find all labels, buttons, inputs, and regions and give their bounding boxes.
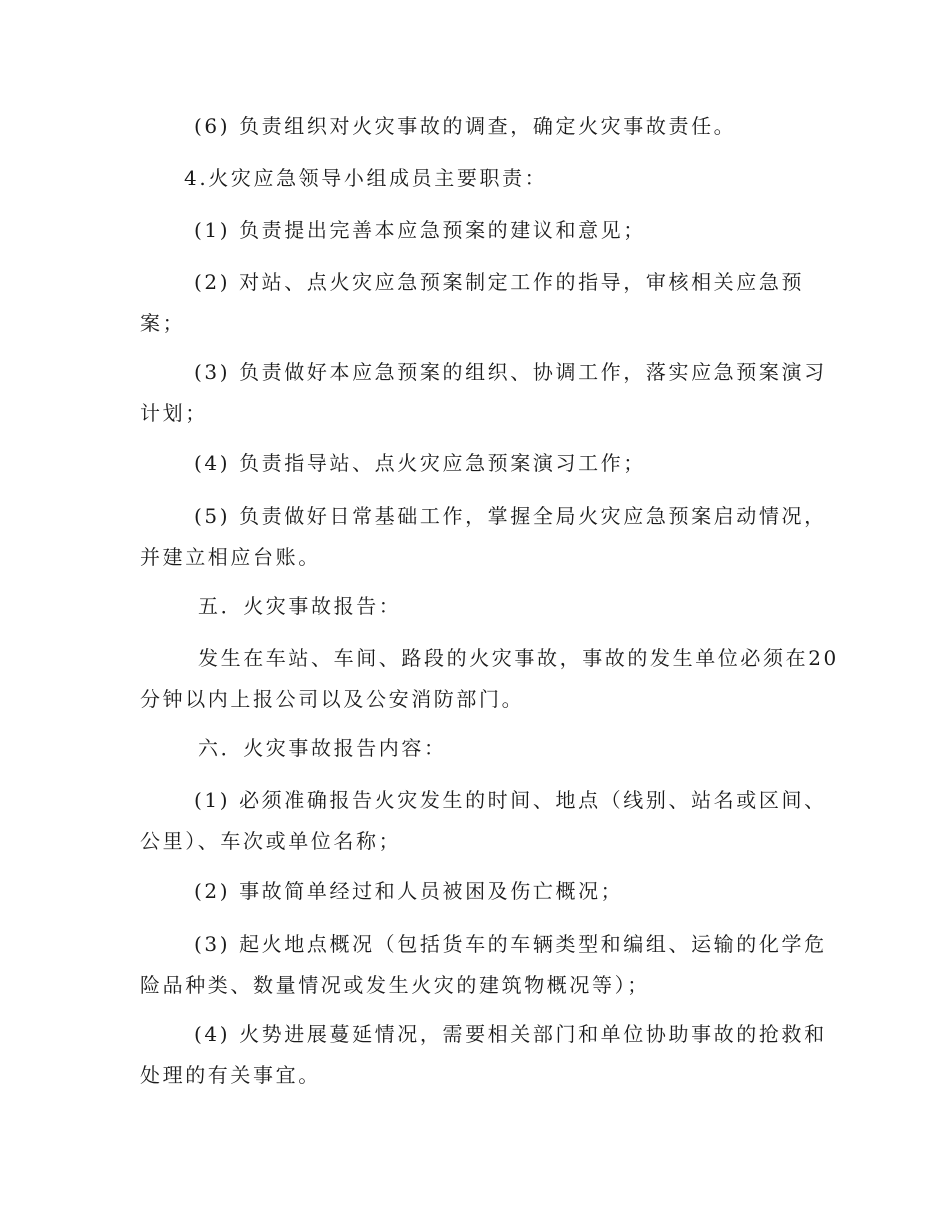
paragraph-line: (4) 负责指导站、点火灾应急预案演习工作； — [194, 451, 646, 475]
paragraph-line: (4) 火势进展蔓延情况，需要相关部门和单位协助事故的抢救和 — [194, 1022, 827, 1046]
paragraph-line: 计划； — [140, 401, 208, 425]
paragraph-line: (3) 负责做好本应急预案的组织、协调工作，落实应急预案演习 — [194, 360, 827, 384]
paragraph-line: (5) 负责做好日常基础工作，掌握全局火灾应急预案启动情况， — [194, 504, 827, 528]
paragraph-line: (1) 必须准确报告火灾发生的时间、地点（线别、站名或区间、 — [194, 788, 827, 812]
member-duty-3-paragraph — [140, 352, 827, 434]
paragraph-line: 分钟以内上报公司以及公安消防部门。 — [140, 687, 525, 711]
report-item-4-paragraph — [140, 1014, 827, 1096]
paragraph-line: (3) 起火地点概况（包括货车的车辆类型和编组、运输的化学危 — [194, 932, 827, 956]
paragraph-line: 处理的有关事宜。 — [140, 1063, 321, 1087]
paragraph-line: 五．火灾事故报告： — [198, 594, 402, 618]
paragraph-line: (2) 对站、点火灾应急预案制定工作的指导，审核相关应急预 — [194, 270, 805, 294]
duty-6-paragraph — [140, 106, 810, 147]
paragraph-line: 发生在车站、车间、路段的火灾事故，事故的发生单位必须在20 — [198, 646, 839, 670]
section-6-heading — [140, 728, 810, 769]
paragraph-line: 六．火灾事故报告内容： — [198, 736, 447, 760]
paragraph-line: 案； — [140, 311, 186, 335]
member-duty-5-paragraph — [140, 496, 827, 578]
paragraph-line: (2) 事故简单经过和人员被困及伤亡概况； — [194, 879, 624, 903]
report-item-1-paragraph — [140, 780, 827, 862]
report-item-2-paragraph — [140, 871, 810, 912]
member-duty-2-paragraph — [140, 262, 810, 344]
member-duty-1-paragraph — [140, 210, 810, 251]
paragraph-line: 并建立相应台账。 — [140, 545, 321, 569]
paragraph-line: 4.火灾应急领导小组成员主要职责： — [184, 166, 548, 190]
member-duty-4-paragraph — [140, 443, 810, 484]
report-item-3-paragraph — [140, 924, 827, 1006]
paragraph-line: (6) 负责组织对火灾事故的调查，确定火灾事故责任。 — [194, 114, 737, 138]
section-5-heading — [140, 586, 810, 627]
section-5-body-paragraph — [140, 638, 839, 720]
paragraph-line: 公里）、车次或单位名称； — [140, 829, 402, 853]
section-4-heading — [140, 158, 810, 199]
paragraph-line: (1) 负责提出完善本应急预案的建议和意见； — [194, 218, 646, 242]
paragraph-line: 险品种类、数量情况或发生火灾的建筑物概况等）； — [140, 973, 650, 997]
